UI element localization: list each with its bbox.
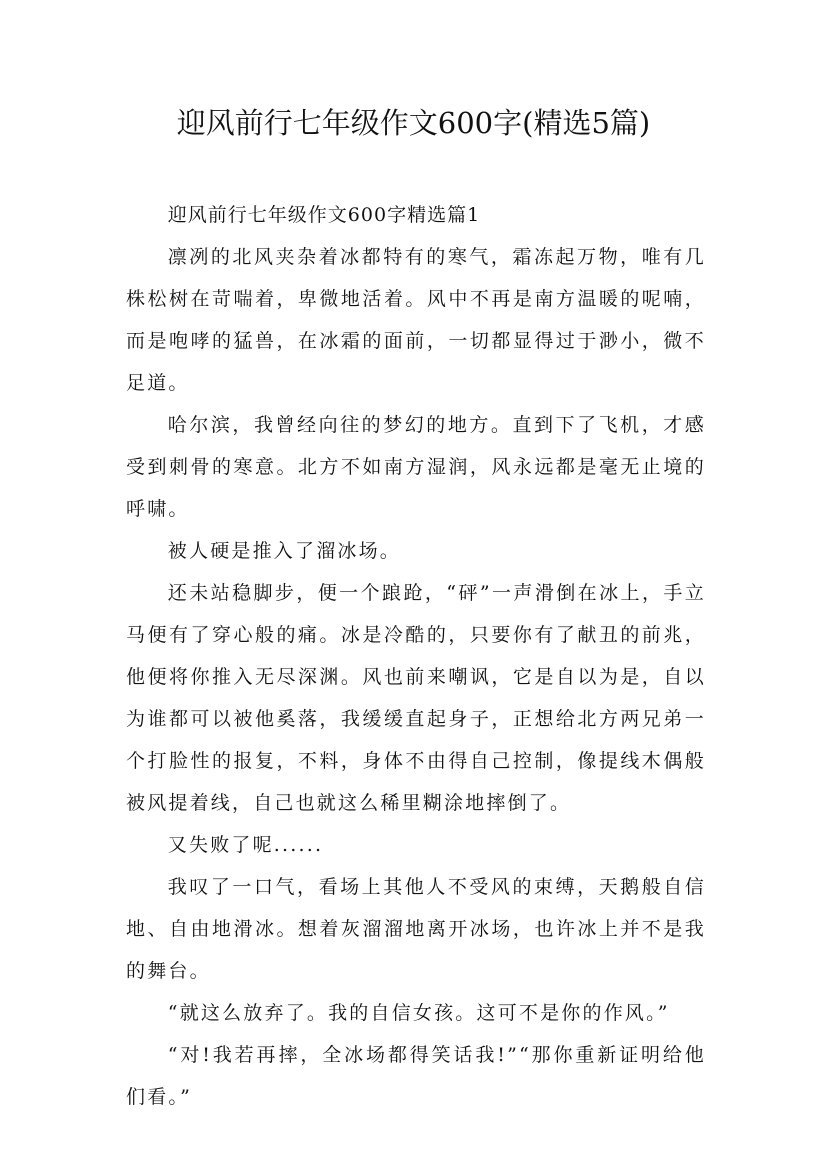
paragraph: 我叹了一口气，看场上其他人不受风的束缚，天鹅般自信地、自由地滑冰。想着灰溜溜地离开冰场，也许冰上并不是我的舞台。 bbox=[126, 876, 706, 982]
document-body bbox=[126, 194, 706, 1118]
paragraph: 凛冽的北风夹杂着冰都特有的寒气，霜冻起万物，唯有几株松树在苛喘着，卑微地活着。风中不再是南方温暖的呢喃，而是咆哮的猛兽，在冰霜的面前，一切都显得过于渺小，微不足道。 bbox=[126, 246, 706, 394]
paragraph: “对!我若再摔，全冰场都得笑话我!”“那你重新证明给他们看。” bbox=[126, 1044, 706, 1108]
paragraph: 哈尔滨，我曾经向往的梦幻的地方。直到下了飞机，才感受到刺骨的寒意。北方不如南方湿润，风永远都是毫无止境的呼啸。 bbox=[126, 414, 706, 520]
document-title: 迎风前行七年级作文600字(精选5篇) bbox=[176, 106, 651, 140]
paragraph: 又失败了呢...... bbox=[167, 834, 324, 856]
paragraph: 被人硬是推入了溜冰场。 bbox=[167, 540, 401, 562]
section-heading: 迎风前行七年级作文600字精选篇1 bbox=[167, 204, 481, 226]
paragraph: “就这么放弃了。我的自信女孩。这可不是你的作风。” bbox=[167, 1002, 670, 1024]
paragraph: 还未站稳脚步，便一个踉跄，“砰”一声滑倒在冰上，手立马便有了穿心般的痛。冰是冷酷的，只要你有了献丑的前兆，他便将你推入无尽深渊。风也前来嘲讽，它是自以为是，自以为谁都可以被他奚落，我缓缓直起身子，正想给北方两兄弟一个打脸性的报复，不料，身体不由得自己控制，像提线木偶般被风提着线，自己也就这么稀里糊涂地摔倒了。 bbox=[126, 582, 706, 814]
